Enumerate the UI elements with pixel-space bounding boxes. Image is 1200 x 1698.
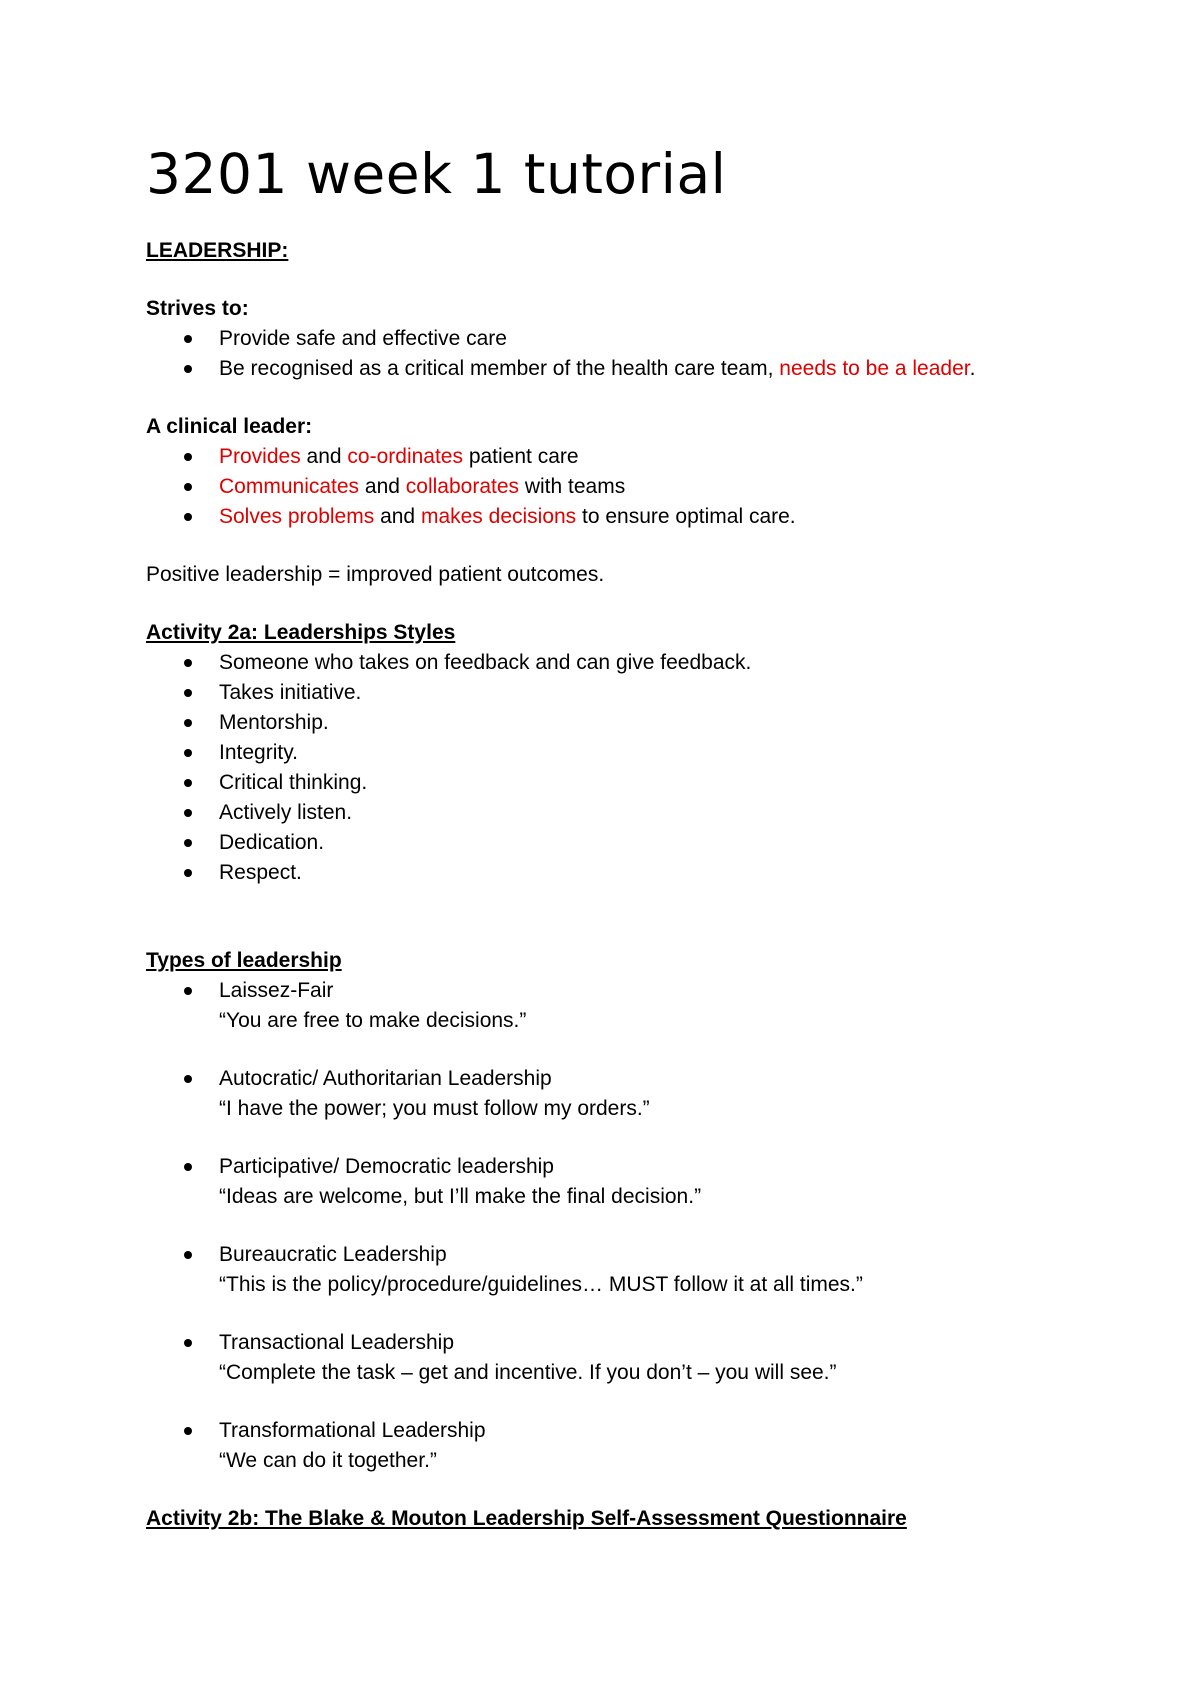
bullet-icon: [184, 779, 192, 787]
highlight-text: Communicates: [219, 475, 360, 498]
leadership-type-quote: “Complete the task – get and incentive. If you don’t – you will see.”: [219, 1361, 837, 1384]
bullet-icon: [184, 1163, 192, 1171]
bullet-icon: [184, 869, 192, 877]
leadership-heading: LEADERSHIP:: [146, 239, 289, 262]
bullet-icon: [184, 1251, 192, 1259]
positive-leadership-text: Positive leadership = improved patient outcomes.: [146, 563, 605, 586]
bullet-icon: [184, 809, 192, 817]
bullet-icon: [184, 689, 192, 697]
leadership-type-name: Transformational Leadership: [219, 1419, 486, 1442]
leadership-type-quote: “I have the power; you must follow my orders.”: [219, 1097, 650, 1120]
bullet-icon: [184, 453, 192, 461]
list-item: [146, 1240, 1106, 1300]
bullet-icon: [184, 719, 192, 727]
bullet-icon: [184, 987, 192, 995]
bullet-icon: [184, 1339, 192, 1347]
leadership-type-name: Bureaucratic Leadership: [219, 1243, 447, 1266]
list-item: Actively listen.: [146, 798, 1106, 828]
list-item: [146, 1416, 1106, 1476]
bullet-icon: [184, 513, 192, 521]
list-item: Critical thinking.: [146, 768, 1106, 798]
strives-label: Strives to:: [146, 297, 249, 320]
list-item: [146, 1064, 1106, 1124]
list-item: Respect.: [146, 858, 1106, 888]
clinical-leader-list: [146, 442, 1106, 532]
bullet-icon: [184, 1427, 192, 1435]
highlight-text: makes decisions: [420, 505, 577, 528]
list-item: Someone who takes on feedback and can give feedback.: [146, 648, 1106, 678]
list-item: Integrity.: [146, 738, 1106, 768]
list-item: Provides and co-ordinates patient care: [146, 442, 1106, 472]
document-page: [146, 140, 1106, 1534]
leadership-type-quote: “Ideas are welcome, but I’ll make the final decision.”: [219, 1185, 702, 1208]
leadership-types-list: [146, 976, 1106, 1476]
leadership-type-quote: “You are free to make decisions.”: [219, 1009, 527, 1032]
list-item: [146, 976, 1106, 1036]
list-item: Provide safe and effective care: [146, 324, 1106, 354]
highlight-text: collaborates: [405, 475, 520, 498]
bullet-icon: [184, 365, 192, 373]
leadership-type-name: Participative/ Democratic leadership: [219, 1155, 554, 1178]
leadership-type-name: Autocratic/ Authoritarian Leadership: [219, 1067, 552, 1090]
list-item: [146, 1152, 1106, 1212]
bullet-icon: [184, 1075, 192, 1083]
activity-2b-heading: Activity 2b: The Blake & Mouton Leadership Self-Assessment Questionnaire: [146, 1507, 907, 1530]
bullet-icon: [184, 839, 192, 847]
list-item: Mentorship.: [146, 708, 1106, 738]
leadership-type-quote: “This is the policy/procedure/guidelines… MUST follow it at all times.”: [219, 1273, 863, 1296]
list-item: [146, 1328, 1106, 1388]
strives-list: [146, 324, 1106, 384]
list-item: Takes initiative.: [146, 678, 1106, 708]
highlight-text: needs to be a leader: [779, 357, 970, 380]
bullet-icon: [184, 749, 192, 757]
bullet-icon: [184, 483, 192, 491]
leadership-styles-list: [146, 648, 1106, 888]
types-of-leadership-heading: Types of leadership: [146, 949, 342, 972]
list-item: Solves problems and makes decisions to ensure optimal care.: [146, 502, 1106, 532]
highlight-text: Provides: [219, 445, 301, 468]
leadership-type-name: Transactional Leadership: [219, 1331, 455, 1354]
leadership-type-name: Laissez-Fair: [219, 979, 334, 1002]
list-item: Be recognised as a critical member of the health care team, needs to be a leader.: [146, 354, 1106, 384]
bullet-icon: [184, 659, 192, 667]
activity-2a-heading: Activity 2a: Leaderships Styles: [146, 621, 456, 644]
leadership-type-quote: “We can do it together.”: [219, 1449, 437, 1472]
list-item: Communicates and collaborates with teams: [146, 472, 1106, 502]
clinical-leader-label: A clinical leader:: [146, 415, 313, 438]
bullet-icon: [184, 335, 192, 343]
highlight-text: Solves problems: [219, 505, 375, 528]
page-title: 3201 week 1 tutorial: [146, 142, 727, 206]
highlight-text: co-ordinates: [347, 445, 463, 468]
list-item: Dedication.: [146, 828, 1106, 858]
